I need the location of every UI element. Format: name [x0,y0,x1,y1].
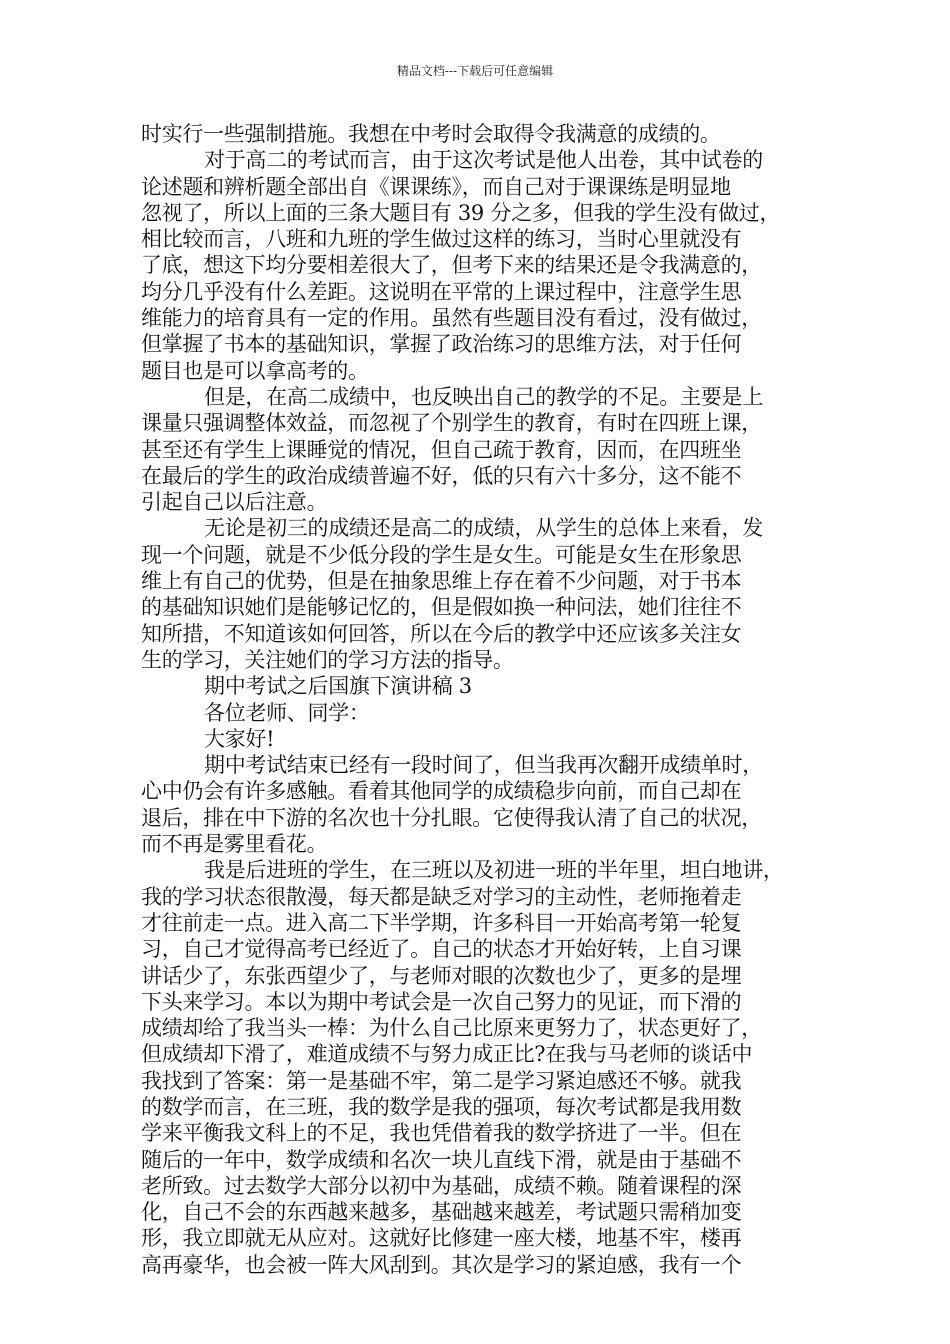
text-line: 维能力的培育具有一定的作用。虽然有些题目没有看过，没有做过， [141,306,762,331]
text-line: 对于高二的考试而言，由于这次考试是他人出卷，其中试卷的 [204,148,763,173]
text-line: 我的学习状态很散漫，每天都是缺乏对学习的主动性，老师拖着走 [141,884,742,909]
text-line: 了底，想这下均分要相差很大了，但考下来的结果还是令我满意的， [141,253,762,278]
text-line: 的基础知识她们是能够记忆的，但是假如换一种问法，她们往往不 [141,595,742,620]
text-line: 维上有自己的优势，但是在抽象思维上存在着不少问题，对于书本 [141,569,742,594]
text-line: 习，自己才觉得高考已经近了。自己的状态才开始好转，上自习课 [141,937,742,962]
text-line: 期中考试之后国旗下演讲稿 3 [204,674,472,699]
text-line: 形，我立即就无从应对。这就好比修建一座大楼，地基不牢，楼再 [141,1226,742,1251]
text-line: 学来平衡我文科上的不足，我也凭借着我的数学挤进了一半。但在 [141,1121,742,1146]
text-line: 才往前走一点。进入高二下半学期，许多科目一开始高考第一轮复 [141,910,742,935]
text-line: 各位老师、同学： [204,700,370,725]
text-line: 老所致。过去数学大部分以初中为基础，成绩不赖。随着课程的深 [141,1173,742,1198]
text-line: 课量只强调整体效益，而忽视了个别学生的教育，有时在四班上课， [141,411,762,436]
document-body [141,121,809,1278]
text-line: 高再豪华，也会被一阵大风刮到。其次是学习的紧迫感，我有一个 [141,1252,742,1277]
text-line: 均分几乎没有什么差距。这说明在平常的上课过程中，注意学生思 [141,279,742,304]
text-line: 退后，排在中下游的名次也十分扎眼。它使得我认清了自己的状况， [141,805,762,830]
text-line: 下头来学习。本以为期中考试会是一次自己努力的见证，而下滑的 [141,989,742,1014]
text-line: 的数学而言，在三班，我的数学是我的强项，每次考试都是我用数 [141,1094,742,1119]
text-line: 我是后进班的学生，在三班以及初进一班的半年里，坦白地讲， [204,858,784,883]
text-line: 但是，在高二成绩中，也反映出自己的教学的不足。主要是上 [204,384,763,409]
text-line: 忽视了，所以上面的三条大题目有 39 分之多，但我的学生没有做过， [141,200,781,225]
text-line: 心中仍会有许多感触。看着其他同学的成绩稳步向前，而自己却在 [141,779,742,804]
text-line: 我找到了答案：第一是基础不牢，第二是学习紧迫感还不够。就我 [141,1068,742,1093]
text-line: 讲话少了，东张西望少了，与老师对眼的次数也少了，更多的是埋 [141,963,742,988]
text-line: 论述题和辨析题全部出自《课课练》，而自己对于课课练是明显地 [141,174,731,199]
text-line: 而不再是雾里看花。 [141,832,328,857]
text-line: 但掌握了书本的基础知识，掌握了政治练习的思维方法，对于任何 [141,332,742,357]
text-line: 化，自己不会的东西越来越多，基础越来越差，考试题只需稍加变 [141,1200,742,1225]
text-line: 时实行一些强制措施。我想在中考时会取得令我满意的成绩的。 [141,122,721,146]
text-line: 但成绩却下滑了，难道成绩不与努力成正比?在我与马老师的谈话中 [141,1042,753,1067]
text-line: 成绩却给了我当头一棒：为什么自己比原来更努力了，状态更好了， [141,1016,762,1041]
text-line: 随后的一年中，数学成绩和名次一块儿直线下滑，就是由于基础不 [141,1147,742,1172]
text-line: 相比较而言，八班和九班的学生做过这样的练习，当时心里就没有 [141,227,742,252]
text-line: 题目也是可以拿高考的。 [141,358,369,383]
text-line: 引起自己以后注意。 [141,490,328,515]
text-line: 生的学习，关注她们的学习方法的指导。 [141,647,514,672]
text-line: 在最后的学生的政治成绩普遍不好，低的只有六十多分，这不能不 [141,463,742,488]
text-line: 大家好! [204,726,275,751]
text-line: 甚至还有学生上课睡觉的情况，但自己疏于教育，因而，在四班坐 [141,437,742,462]
text-line: 无论是初三的成绩还是高二的成绩，从学生的总体上来看，发 [204,516,763,541]
text-line: 知所措，不知道该如何回答，所以在今后的教学中还应该多关注女 [141,621,742,646]
page-header: 精品文档---下载后可任意编辑 [396,64,554,78]
text-line: 期中考试结束已经有一段时间了，但当我再次翻开成绩单时， [204,753,763,778]
text-line: 现一个问题，就是不少低分段的学生是女生。可能是女生在形象思 [141,542,742,567]
